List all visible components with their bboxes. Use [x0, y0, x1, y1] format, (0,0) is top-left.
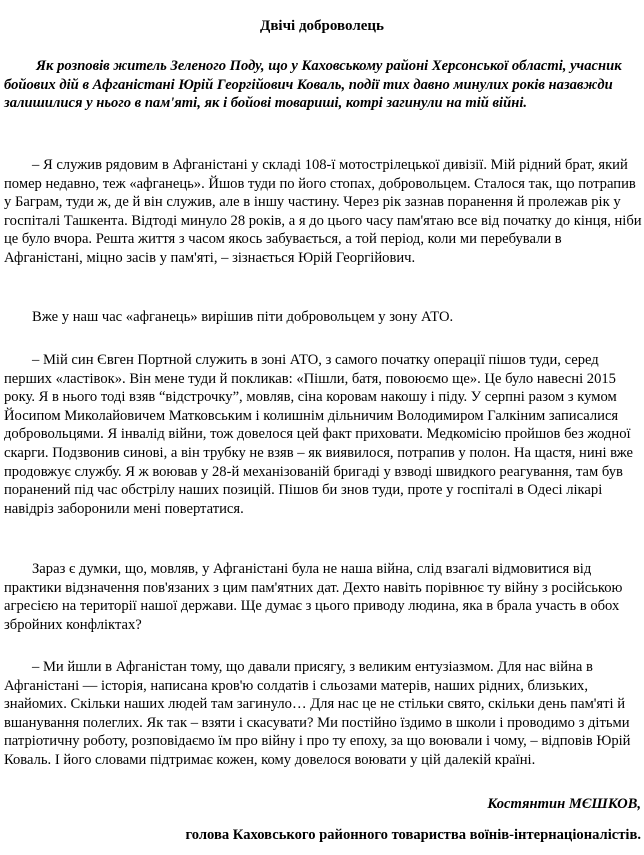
article-lead: Як розповів житель Зеленого Поду, що у Каховському районі Херсонської області, учасник бойових дій в Афганістані Юрій Георгійович Коваль, події тих давно минулих років назавжди залишилися у нього в пам'яті, як і бойові товариші, котрі загинули на тій війні. — [4, 58, 622, 112]
paragraph-4: Зараз є думки, що, мовляв, у Афганістані була не наша війна, слід взагалі відмовитися від практики відзначення пов'язаних з цим пам'ятних дат. Дехто навіть порівнює ту війну з російською агресією на території нашої держави. Ще думає з цього приводу людина, яка в брала участь в обох збройних конфліктах? — [4, 561, 623, 633]
author-name: Костянтин МЄШКОВ, — [487, 796, 641, 812]
author-title: голова Каховського районного товариства воїнів-інтернаціоналістів. — [185, 827, 641, 843]
paragraph-2: Вже у наш час «афганець» вирішив піти добровольцем у зону АТО. — [32, 309, 454, 325]
paragraph-5: – Ми йшли в Афганістан тому, що давали присягу, з великим ентузіазмом. Для нас війна в Афганістані — історія, написана кров'ю солдатів і сльозами матерів, наших рідних, близьких, знайомих. Скільки наших людей там загинуло… Для нас це не стільки свято, скільки день пам'яті й вшанування полеглих. Як так – взяти і скасувати? Ми постійно їздимо в школи і проводимо з дітьми патріотичну роботу, розповідаємо їм про війну і про ту епоху, за що воювали і чому, – відповів Юрій Коваль. І його словами підтримає кожен, кому довелося воювати у цій далекій країні. — [4, 659, 631, 768]
paragraph-1: – Я служив рядовим в Афганістані у складі 108-ї мотострілецької дивізії. Мій рідний брат, який помер недавно, теж «афганець». Йшов туди по його стопах, добровольцем. Сталося так, що потрапив у Баграм, туди ж, де й він служив, але в іншу частину. Через рік зазнав поранення й пролежав рік у госпіталі Ташкента. Відтоді минуло 28 років, а я до цього часу пам'ятаю все від початку до кінця, ніби це було вчора. Решта життя з часом якось забувається, а той період, коли ми перебували в Афганістані, міцно засів у пам'яті, – зізнається Юрій Георгійович. — [4, 157, 642, 266]
article-title: Двічі доброволець — [260, 18, 384, 34]
paragraph-3: – Мій син Євген Портной служить в зоні АТО, з самого початку операції пішов туди, серед перших «ластівок». Він мене туди й покликав: «Пішли, батя, повоюємо ще». Це було навесні 2015 року. Я в нього тоді взяв “відстрочку”, мовляв, сіна коровам накошу і піду. У серпні разом з кумом Йосипом Миколайовичем Матковським і колишнім дільничим Володимиром Галкіним записалися добровольцями. Я інвалід війни, тож довелося цей факт приховати. Медкомісію пройшов без жодної скарги. Подзвонив синові, а він трубку не взяв – як виявилося, потрапив у полон. На щастя, нині вже продовжує службу. Я ж воював у 28-й механізованій бригаді у взводі швидкого реагування, там був поранений під час обстрілу наших позицій. Пішов би знов туди, проте у госпіталі в Одесі лікарі навідріз заборонили мені повертатися. — [4, 352, 633, 517]
